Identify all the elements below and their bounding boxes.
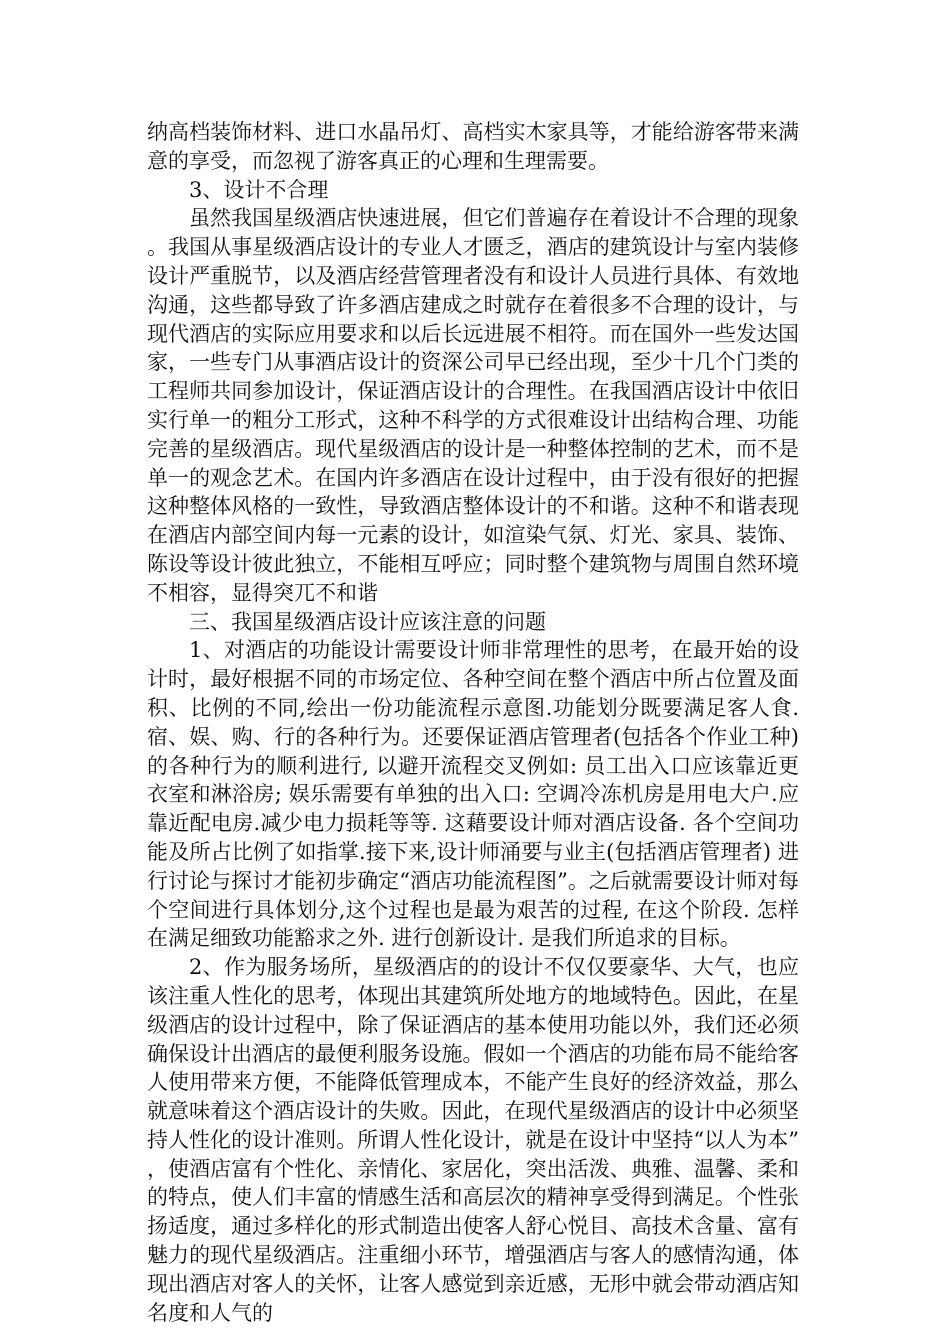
document-page (147, 118, 799, 1327)
paragraph-humanized-design: 2、作为服务场所，星级酒店的的设计不仅仅要豪华、大气，也应该注重人性化的思考，体现出其建筑所处地方的地域特色。因此，在星级酒店的设计过程中，除了保证酒店的基本使用功能以外，我们还必须确保设计出酒店的最便利服务设施。假如一个酒店的功能布局不能给客人使用带来方便，不能降低管理成本，不能产生良好的经济效益，那么就意味着这个酒店设计的失败。因此，在现代星级酒店的设计中必须坚持人性化的设计准则。所谓人性化设计，就是在设计中坚持“以人为本”，使酒店富有个性化、亲情化、家居化，突出活泼、典雅、温馨、柔和的特点，使人们丰富的情感生活和高层次的精神享受得到满足。个性张扬适度，通过多样化的形式制造出使客人舒心悦目、高技术含量、富有魅力的现代星级酒店。注重细小环节，增强酒店与客人的感情沟通，体现出酒店对客人的关怀，让客人感觉到亲近感，无形中就会带动酒店知名度和人气的 (147, 955, 799, 1325)
section-heading-design-considerations: 三、我国星级酒店设计应该注意的问题 (189, 609, 546, 634)
paragraph-design-issues: 虽然我国星级酒店快速进展，但它们普遍存在着设计不合理的现象。我国从事星级酒店设计的专业人才匮乏，酒店的建筑设计与室内装修设计严重脱节，以及酒店经营管理者没有和设计人员进行具体、有效地沟通，这些都导致了许多酒店建成之时就存在着很多不合理的设计，与现代酒店的实际应用要求和以后长远进展不相符。而在国外一些发达国家，一些专门从事酒店设计的资深公司早已经出现，至少十几个门类的工程师共同参加设计，保证酒店设计的合理性。在我国酒店设计中依旧实行单一的粗分工形式，这种不科学的方式很难设计出结构合理、功能完善的星级酒店。现代星级酒店的设计是一种整体控制的艺术，而不是单一的观念艺术。在国内许多酒店在设计过程中，由于没有很好的把握这种整体风格的一致性，导致酒店整体设计的不和谐。这种不和谐表现在酒店内部空间内每一元素的设计，如渲染气氛、灯光、家具、装饰、陈设等设计彼此独立，不能相互呼应；同时整个建筑物与周围自然环境不相容，显得突兀不和谐 (147, 206, 799, 605)
subheading-design-unreasonable: 3、设计不合理 (189, 177, 329, 202)
paragraph-functional-design: 1、对酒店的功能设计需要设计师非常理性的思考，在最开始的设计时，最好根据不同的市场定位、各种空间在整个酒店中所占位置及面积、比例的不同,绘出一份功能流程示意图.功能划分既要满足客人食. 宿、娱、购、行的各种行为。还要保证酒店管理者(包括各个作业工种) 的各种行为的顺利进行, 以避开流程交叉例如: 员工出入口应该靠近更衣室和淋浴房; 娱乐需要有单独的出入口: 空调冷冻机房是用电大户.应靠近配电房.减少电力损耗等等. 这藉要设计师对酒店设备. 各个空间功能及所占比例了如指掌.接下来,设计师涌要与业主(包括酒店管理者) 进行讨论与探讨才能初步确定“酒店功能流程图”。之后就需要设计师对每个空间进行具体划分,这个过程也是最为艰苦的过程, 在这个阶段. 怎样在满足细致功能豁求之外. 进行创新设计. 是我们所追求的目标。 (147, 638, 799, 951)
paragraph-continuation: 纳高档装饰材料、进口水晶吊灯、高档实木家具等，才能给游客带来满意的享受，而忽视了游客真正的心理和生理需要。 (147, 120, 799, 173)
